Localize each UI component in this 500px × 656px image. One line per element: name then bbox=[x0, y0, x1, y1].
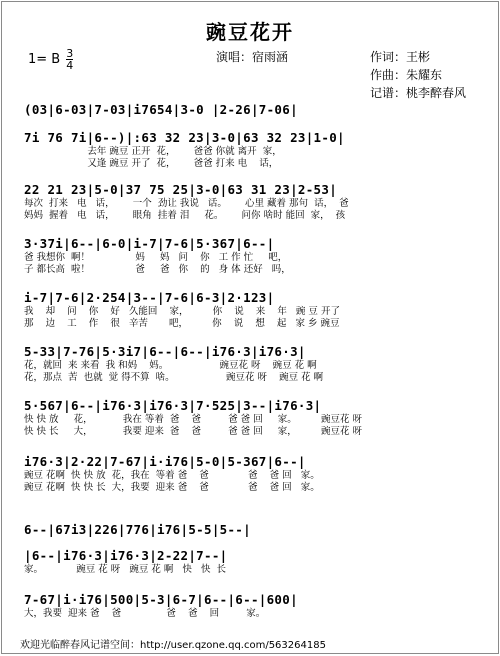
score-system-8 bbox=[24, 454, 474, 494]
notation-line: 7i 76 7i|6--)|:63 32 23|3-0|63 32 23|1-0| bbox=[24, 130, 345, 145]
score-system-5 bbox=[24, 290, 474, 330]
notation-line: 22 21 23|5-0|37 75 25|3-0|63 31 23|2-53| bbox=[24, 182, 338, 197]
lyricist-credit: 作词：王彬 bbox=[370, 50, 431, 64]
score-system-6 bbox=[24, 344, 474, 384]
notation-line: i-7|7-6|2·254|3--|7-6|6-3|2·123| bbox=[24, 290, 275, 305]
lyric-line-1: 快 快 放 花， 我在 等着 爸 爸 爸 爸 回 家。 豌豆花 呀 bbox=[24, 414, 362, 425]
notation-line: 7-67|i·i76|500|5-3|6-7|6--|6--|600| bbox=[24, 592, 298, 607]
score-system-2 bbox=[24, 130, 474, 170]
composer-credit: 作曲：朱耀东 bbox=[370, 68, 443, 82]
lyric-line-1: 爸 我想你 啊！ 妈 妈 问 你 工 作 忙 吧， bbox=[24, 252, 288, 263]
score-system-9 bbox=[24, 522, 474, 538]
time-top: 3 bbox=[66, 47, 74, 60]
lyric-line-2: 豌豆 花啊 快 快 长 大，我要 迎来 爸 爸 爸 爸 回 家。 bbox=[24, 482, 320, 493]
sheet-music-page bbox=[1, 1, 499, 654]
lyric-line-1: 花，就回 来 来看 我 和妈 妈。 豌豆花 呀 豌豆 花 啊 bbox=[24, 360, 317, 371]
time-signature bbox=[66, 48, 73, 71]
lyric-line-2: 花，那点 苦 也就 觉 得不算 啥。 豌豆花 呀 豌豆 花 啊 bbox=[24, 372, 324, 383]
notation-line: 5-33|7-76|5·3i7|6--|6--|i76·3|i76·3| bbox=[24, 344, 306, 359]
lyric-line-1: 豌豆 花啊 快 快 放 花，我在 等着 爸 爸 爸 爸 回 家。 bbox=[24, 470, 320, 481]
notation-line: 3·37i|6--|6-0|i-7|7-6|5·367|6--| bbox=[24, 236, 275, 251]
transcriber-credit: 记谱：桃李醉春风 bbox=[370, 86, 467, 100]
notation-line: 5·567|6--|i76·3|i76·3|7·525|3--|i76·3| bbox=[24, 398, 322, 413]
key-signature bbox=[28, 48, 73, 71]
lyric-line-1: 大，我要 迎来 爸 爸 爸 爸 回 家。 bbox=[24, 608, 266, 619]
lyric-line-2: 那 边 工 作 很 辛苦 吧， 你 说 想 起 家 乡 豌豆 bbox=[24, 318, 340, 329]
song-title: 豌豆花开 bbox=[206, 20, 294, 44]
time-bottom: 4 bbox=[66, 59, 74, 72]
notation-line: |6--|i76·3|i76·3|2-22|7--| bbox=[24, 548, 228, 563]
lyric-line-2: 妈妈 握着 电 话， 眼角 挂着 泪 花。 问你 啥时 能回 家， 孩 bbox=[24, 210, 346, 221]
lyric-line-1: 每次 打来 电 话， 一个 劲让 我说 话。 心里 藏着 那句 话， 爸 bbox=[24, 198, 349, 209]
notation-line: 6--|67i3|226|776|i76|5-5|5--| bbox=[24, 522, 251, 537]
score-system-11 bbox=[24, 592, 474, 620]
lyric-line-1: 去年 豌豆 正开 花， 爸爸 你就 离开 家， bbox=[24, 146, 282, 157]
lyric-line-1: 我 却 问 你 好 久能回 家， 你 说 来 年 豌 豆 开了 bbox=[24, 306, 340, 317]
notation-line: (03|6-03|7-03|i7654|3-0 |2-26|7-06| bbox=[24, 102, 298, 117]
key-label: 1= B bbox=[28, 52, 61, 67]
score-system-1 bbox=[24, 102, 474, 118]
lyric-line-2: 又逢 豌豆 开了 花， 爸爸 打来 电 话， bbox=[24, 158, 279, 169]
score-system-3 bbox=[24, 182, 474, 222]
score-system-4 bbox=[24, 236, 474, 276]
notation-line: i76·3|2·22|7-67|i·i76|5-0|5-367|6--| bbox=[24, 454, 306, 469]
lyric-line-2: 子 都长高 啦！ 爸 爸 你 的 身 体 还好 吗， bbox=[24, 264, 291, 275]
lyric-line-1: 家。 豌豆 花 呀 豌豆 花 啊 快 快 长 bbox=[24, 564, 227, 575]
score-system-7 bbox=[24, 398, 474, 438]
lyric-line-2: 快 快 长 大， 我要 迎来 爸 爸 爸 爸 回 家， 豌豆花 呀 bbox=[24, 426, 362, 437]
singer-credit: 演唱：宿雨涵 bbox=[216, 50, 289, 64]
footer-note: 欢迎光临醉春风记谱空间：http://user.qzone.qq.com/563264185 bbox=[20, 640, 326, 651]
score-system-10 bbox=[24, 548, 474, 576]
